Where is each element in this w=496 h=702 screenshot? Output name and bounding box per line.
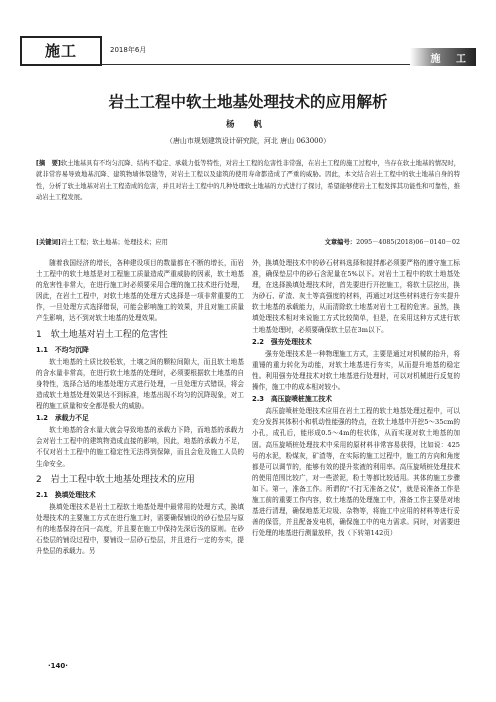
article-number-text: 2095－4085(2018)06－0140－02 xyxy=(356,239,460,246)
section-2-3-text: 高压旋喷桩处理技术应用在岩土工程的软土地基处理过程中，可以充分发挥其体积小和机动性能强的特点，在软土地基中开挖5～35cm的小孔，成孔后，能形成0.5～4m的柱状体，从而实现对软土地基的加固。高压旋喷桩处理技术中采用的原材料非常容易获得，比如说：425号的水泥，粉煤灰，矿渣等，在实际的施工过程中，施工的方向和角度都是可以调节的，能够有效的提升浆液的利用率。高压旋喷桩处理技术的使用范围比较广，对一些淤泥，粉土等都比较适用。其体的施工步骤如下。第一，准备工作。所谓的"不打无准备之仗"，就是说准备工作是施工前的重要工作内容，软土地基的处理施工中，准备工作主要是对地基进行清理，确保地基无垃圾、杂物等，将施工中应用的材料等进行妥善的保管，并且配备发电机，确保施工中的电力需求。同时，对需要进行处理的地基进行测量放样，找（下转第142页） xyxy=(252,407,460,538)
journal-logo: 施工 xyxy=(20,36,102,66)
article-number xyxy=(325,237,460,246)
keywords-label: [关键词] xyxy=(36,239,61,246)
author: 杨 帆 xyxy=(226,120,270,130)
abstract-text: 软土地基具有不均匀沉降、结构不稳定、承载力低等特性，对岩土工程的危害性非常强，在岩土工程的施工过程中，当存在软土地基的情况时，就非常容易导致地基沉降、建筑物墙体裂缝等，对岩土工程以及建筑的使用寿命都造成了严重的威胁。因此，本文结合岩土工程中的软土地基自身的特性，分析了软土地基对岩土工程造成的危害，并且对岩土工程中的几种处理软土地基的方式进行了探讨，希望能够使岩土工程发挥其功能性和可靠性，推动岩土工程发展。 xyxy=(36,160,460,201)
left-column xyxy=(36,258,244,557)
keywords xyxy=(36,237,168,246)
abstract xyxy=(36,158,460,203)
right-column xyxy=(252,258,460,539)
continued-paragraph: 外，换填处理技术中的砂石材料选择和搅拌都必须要严格的遵守施工标准，确保垫层中的砂石含泥量在5%以下。对岩土工程中的软土地基处理，在选择换填处理技术时，首先要进行开挖施工，将软土层挖出，换为砂石、矿渣、灰土等高强度的材料，再通过对这些材料进行夯实提升软土地基的承载能力，从而清除软土地基对岩土工程的危害。虽然，换填处理技术相对来说施工方式比较简单，但是，在采用这种方式进行软土地基处理时，必须要确保软土层在3m以下。 xyxy=(252,259,460,334)
section-2-3-heading: 2.3 高压旋喷桩施工技术 xyxy=(252,395,333,404)
section-1-1-heading: 1.1 不均匀沉降 xyxy=(36,345,89,354)
running-header xyxy=(20,36,476,68)
issue-date: 2018年6月 xyxy=(110,46,147,54)
article-number-label: 文章编号： xyxy=(324,239,357,246)
keywords-row xyxy=(36,237,460,247)
section-2-2-heading: 2.2 强夯处理技术 xyxy=(252,337,312,346)
header-rule xyxy=(102,64,416,65)
paper-title: 岩土工程中软土地基处理技术的应用解析 xyxy=(108,93,388,111)
affiliation: （唐山市规划建筑设计研究院，河北 唐山 063000） xyxy=(165,137,331,145)
section-2-1-text: 换填处理技术是岩土工程软土地基处理中最常用的处理方式，换填处理技术的主要施工方式在进行施工时，需要确保铺设的砂石垫层与原有的地基保持在同一高度，并且要在施工中保持先深后浅的原则。在砂石垫层的铺设过程中，要铺设一层砂石垫层，并且进行一定的夯实，提升垫层的承载力。另 xyxy=(36,502,244,556)
section-2-1-heading: 2.1 换填处理技术 xyxy=(36,490,96,499)
section-1-1-text: 软土地基的土质比较松软，土壤之间的颗粒间隙大，而且软土地基的含水量非常高，在进行软土地基的处理时，必须要根据软土地基的自身特性，选择合适的地基处理方式进行处理，一旦处理方式错误，将会造成软土地基处理效果达不到标准，地基出现不均匀的沉降现象，对工程的施工质量和安全都是极大的威胁。 xyxy=(36,357,244,411)
keywords-text: 岩土工程；软土地基；处理技术；应用 xyxy=(60,239,168,246)
section-1-2-heading: 1.2 承载力不足 xyxy=(36,414,89,423)
page-number: ·140· xyxy=(48,662,68,670)
section-1-heading: 1 软土地基对岩土工程的危害性 xyxy=(36,329,168,340)
section-label: 施 工 xyxy=(430,54,472,65)
section-2-2-text: 强夯处理技术是一种物理施工方式，主要是通过对机械的抬升，将重锤的重力转化为动能，对软土地基进行夯实，从而提升地基的稳定性。利用强夯处理技术对软土地基进行处理时，可以对机械进行反复的操作，施工中的成本相对较小。 xyxy=(252,349,460,392)
section-1-2-text: 软土地基的含水量大就会导致地基的承载力下降，而地基的承载力会对岩土工程中的建筑物造成直接的影响，因此，地基的承载力不足，不仅对岩土工程中的施工稳定性无法得到保障，而且会危及施工人员的生命安全。 xyxy=(36,426,244,468)
intro-paragraph: 随着我国经济的增长，各种建设项目的数量都在不断的增长，而岩土工程中的软土地基是对工程施工质量造成严重威胁的因素，软土地基的危害性非常大，在进行施工时必须要采用合理的施工技术进行处理，因此，在岩土工程中，对软土地基的处理方式选择是一项非常重要的工作，一旦处理方式选择错误，可能会影响施工的效果，并且对施工质量产生影响，达不到对软土地基的处理效果。 xyxy=(36,259,244,323)
abstract-label: [摘 要] xyxy=(36,160,61,167)
section-2-heading: 2 岩土工程中软土地基处理技术的应用 xyxy=(36,474,195,485)
